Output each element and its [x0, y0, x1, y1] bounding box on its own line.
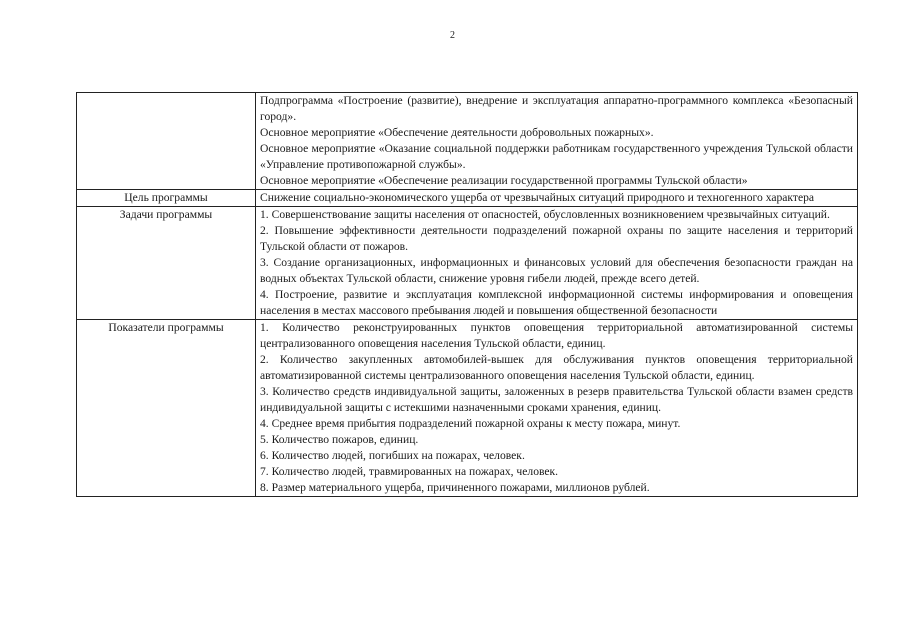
row-content	[256, 93, 858, 190]
content-paragraph: 3. Количество средств индивидуальной защиты, заложенных в резерв правительства Тульской области взамен средств индивидуальной защиты с истекшими назначенными сроками хранения, единиц.	[260, 385, 853, 414]
row-content	[256, 190, 858, 207]
row-label: Показатели программы	[77, 320, 256, 497]
row-content	[256, 207, 858, 320]
table-row	[77, 207, 858, 320]
table-row	[77, 320, 858, 497]
content-paragraph: Основное мероприятие «Обеспечение реализации государственной программы Тульской области»	[260, 174, 748, 187]
content-paragraph: 8. Размер материального ущерба, причиненного пожарами, миллионов рублей.	[260, 481, 650, 494]
content-paragraph: 1. Совершенствование защиты населения от опасностей, обусловленных возникновением чрезвычайных ситуаций.	[260, 208, 830, 221]
content-paragraph: 2. Повышение эффективности деятельности подразделений пожарной охраны по защите населения и территорий Тульской области от пожаров.	[260, 224, 853, 253]
row-label: Цель программы	[77, 190, 256, 207]
content-paragraph: 5. Количество пожаров, единиц.	[260, 433, 419, 446]
table-row	[77, 93, 858, 190]
content-paragraph: 1. Количество реконструированных пунктов оповещения территориальной автоматизированной системы централизованного оповещения населения Тульской области, единиц.	[260, 321, 853, 350]
content-paragraph: 4. Построение, развитие и эксплуатация комплексной информационной системы информирования и оповещения населения в местах массового пребывания людей и повышения общественной безопасности	[260, 288, 853, 317]
content-paragraph: 7. Количество людей, травмированных на пожарах, человек.	[260, 465, 559, 478]
content-paragraph: Подпрограмма «Построение (развитие), внедрение и эксплуатация аппаратно-программного комплекса «Безопасный город».	[260, 94, 853, 123]
content-paragraph: 2. Количество закупленных автомобилей-вышек для обслуживания пунктов оповещения территориальной автоматизированной системы централизованного оповещения населения Тульской области, единиц.	[260, 353, 853, 382]
content-paragraph: Снижение социально-экономического ущерба от чрезвычайных ситуаций природного и техногенного характера	[260, 191, 815, 204]
content-paragraph: Основное мероприятие «Оказание социальной поддержки работникам государственного учреждения Тульской области «Управление противопожарной службы».	[260, 142, 853, 171]
row-label	[77, 93, 256, 190]
row-label: Задачи программы	[77, 207, 256, 320]
page-number: 2	[450, 30, 455, 41]
row-content	[256, 320, 858, 497]
content-paragraph: Основное мероприятие «Обеспечение деятельности добровольных пожарных».	[260, 126, 654, 139]
content-paragraph: 3. Создание организационных, информационных и финансовых условий для обеспечения безопасности граждан на водных объектах Тульской области, снижение уровня гибели людей, прежде всего детей.	[260, 256, 853, 285]
table-row	[77, 190, 858, 207]
program-passport-table	[76, 92, 858, 497]
content-paragraph: 6. Количество людей, погибших на пожарах, человек.	[260, 449, 525, 462]
content-paragraph: 4. Среднее время прибытия подразделений пожарной охраны к месту пожара, минут.	[260, 417, 681, 430]
